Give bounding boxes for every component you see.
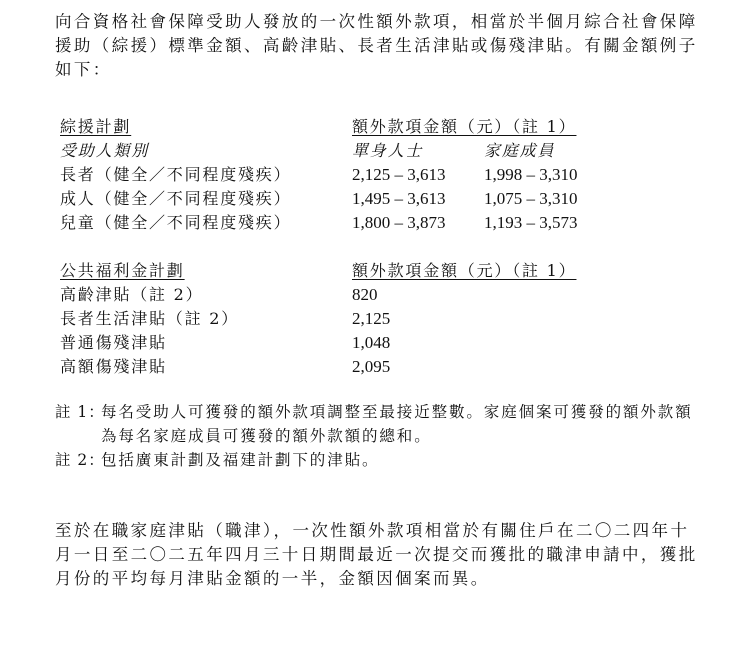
note-2 (55, 448, 715, 472)
ssa-row-label: 長者生活津貼（註 2） (60, 309, 240, 328)
family-member-header: 家庭成員 (484, 141, 556, 160)
ssa-amount-header: 額外款項金額（元）（註 1） (352, 261, 577, 280)
ssa-row-amount: 1,048 (352, 333, 391, 352)
ssa-row-amount: 2,095 (352, 357, 391, 376)
table-row (0, 187, 749, 211)
cssa-row-label: 兒童（健全／不同程度殘疾） (60, 213, 292, 232)
cssa-row-single: 1,800 – 3,873 (352, 213, 446, 232)
cssa-row-family: 1,075 – 3,310 (484, 189, 578, 208)
table-row (0, 331, 749, 355)
note-1-label: 註 1： (55, 403, 105, 421)
single-person-header: 單身人士 (352, 141, 424, 160)
cssa-subheader-row (0, 139, 749, 163)
ssa-row-label: 高額傷殘津貼 (60, 357, 167, 376)
table-row (0, 355, 749, 379)
intro-paragraph: 向合資格社會保障受助人發放的一次性額外款項，相當於半個月綜合社會保障援助（綜援）標準金額、高齡津貼、長者生活津貼或傷殘津貼。有關金額例子如下： (55, 12, 698, 79)
cssa-row-label: 長者（健全／不同程度殘疾） (60, 165, 292, 184)
note-1 (55, 400, 715, 448)
table-row (0, 211, 749, 235)
table-row (0, 307, 749, 331)
cssa-row-family: 1,998 – 3,310 (484, 165, 578, 184)
cssa-row-single: 2,125 – 3,613 (352, 165, 446, 184)
cssa-header-row (0, 115, 749, 139)
cssa-scheme-header: 綜援計劃 (60, 117, 132, 136)
cssa-amount-header: 額外款項金額（元）（註 1） (352, 117, 577, 136)
cssa-row-family: 1,193 – 3,573 (484, 213, 578, 232)
table-row (0, 163, 749, 187)
table-row (0, 283, 749, 307)
ssa-scheme-header: 公共福利金計劃 (60, 261, 185, 280)
cssa-row-single: 1,495 – 3,613 (352, 189, 446, 208)
ssa-row-amount: 820 (352, 285, 378, 304)
note-1-text: 每名受助人可獲發的額外款項調整至最接近整數。家庭個案可獲發的額外款額為每名家庭成員可獲發的額外款額的總和。 (101, 403, 693, 445)
ssa-row-amount: 2,125 (352, 309, 391, 328)
ssa-header-row (0, 259, 749, 283)
cssa-row-label: 成人（健全／不同程度殘疾） (60, 189, 292, 208)
ssa-row-label: 高齡津貼（註 2） (60, 285, 204, 304)
recipient-category-header: 受助人類別 (60, 141, 150, 160)
note-2-label: 註 2： (55, 451, 105, 469)
ssa-row-label: 普通傷殘津貼 (60, 333, 167, 352)
closing-paragraph: 至於在職家庭津貼（職津），一次性額外款項相當於有關住戶在二〇二四年十月一日至二〇二五年四月三十日期間最近一次提交而獲批的職津申請中，獲批月份的平均每月津貼金額的一半，金額因個案而異。 (55, 521, 698, 588)
note-2-text: 包括廣東計劃及福建計劃下的津貼。 (101, 451, 380, 469)
